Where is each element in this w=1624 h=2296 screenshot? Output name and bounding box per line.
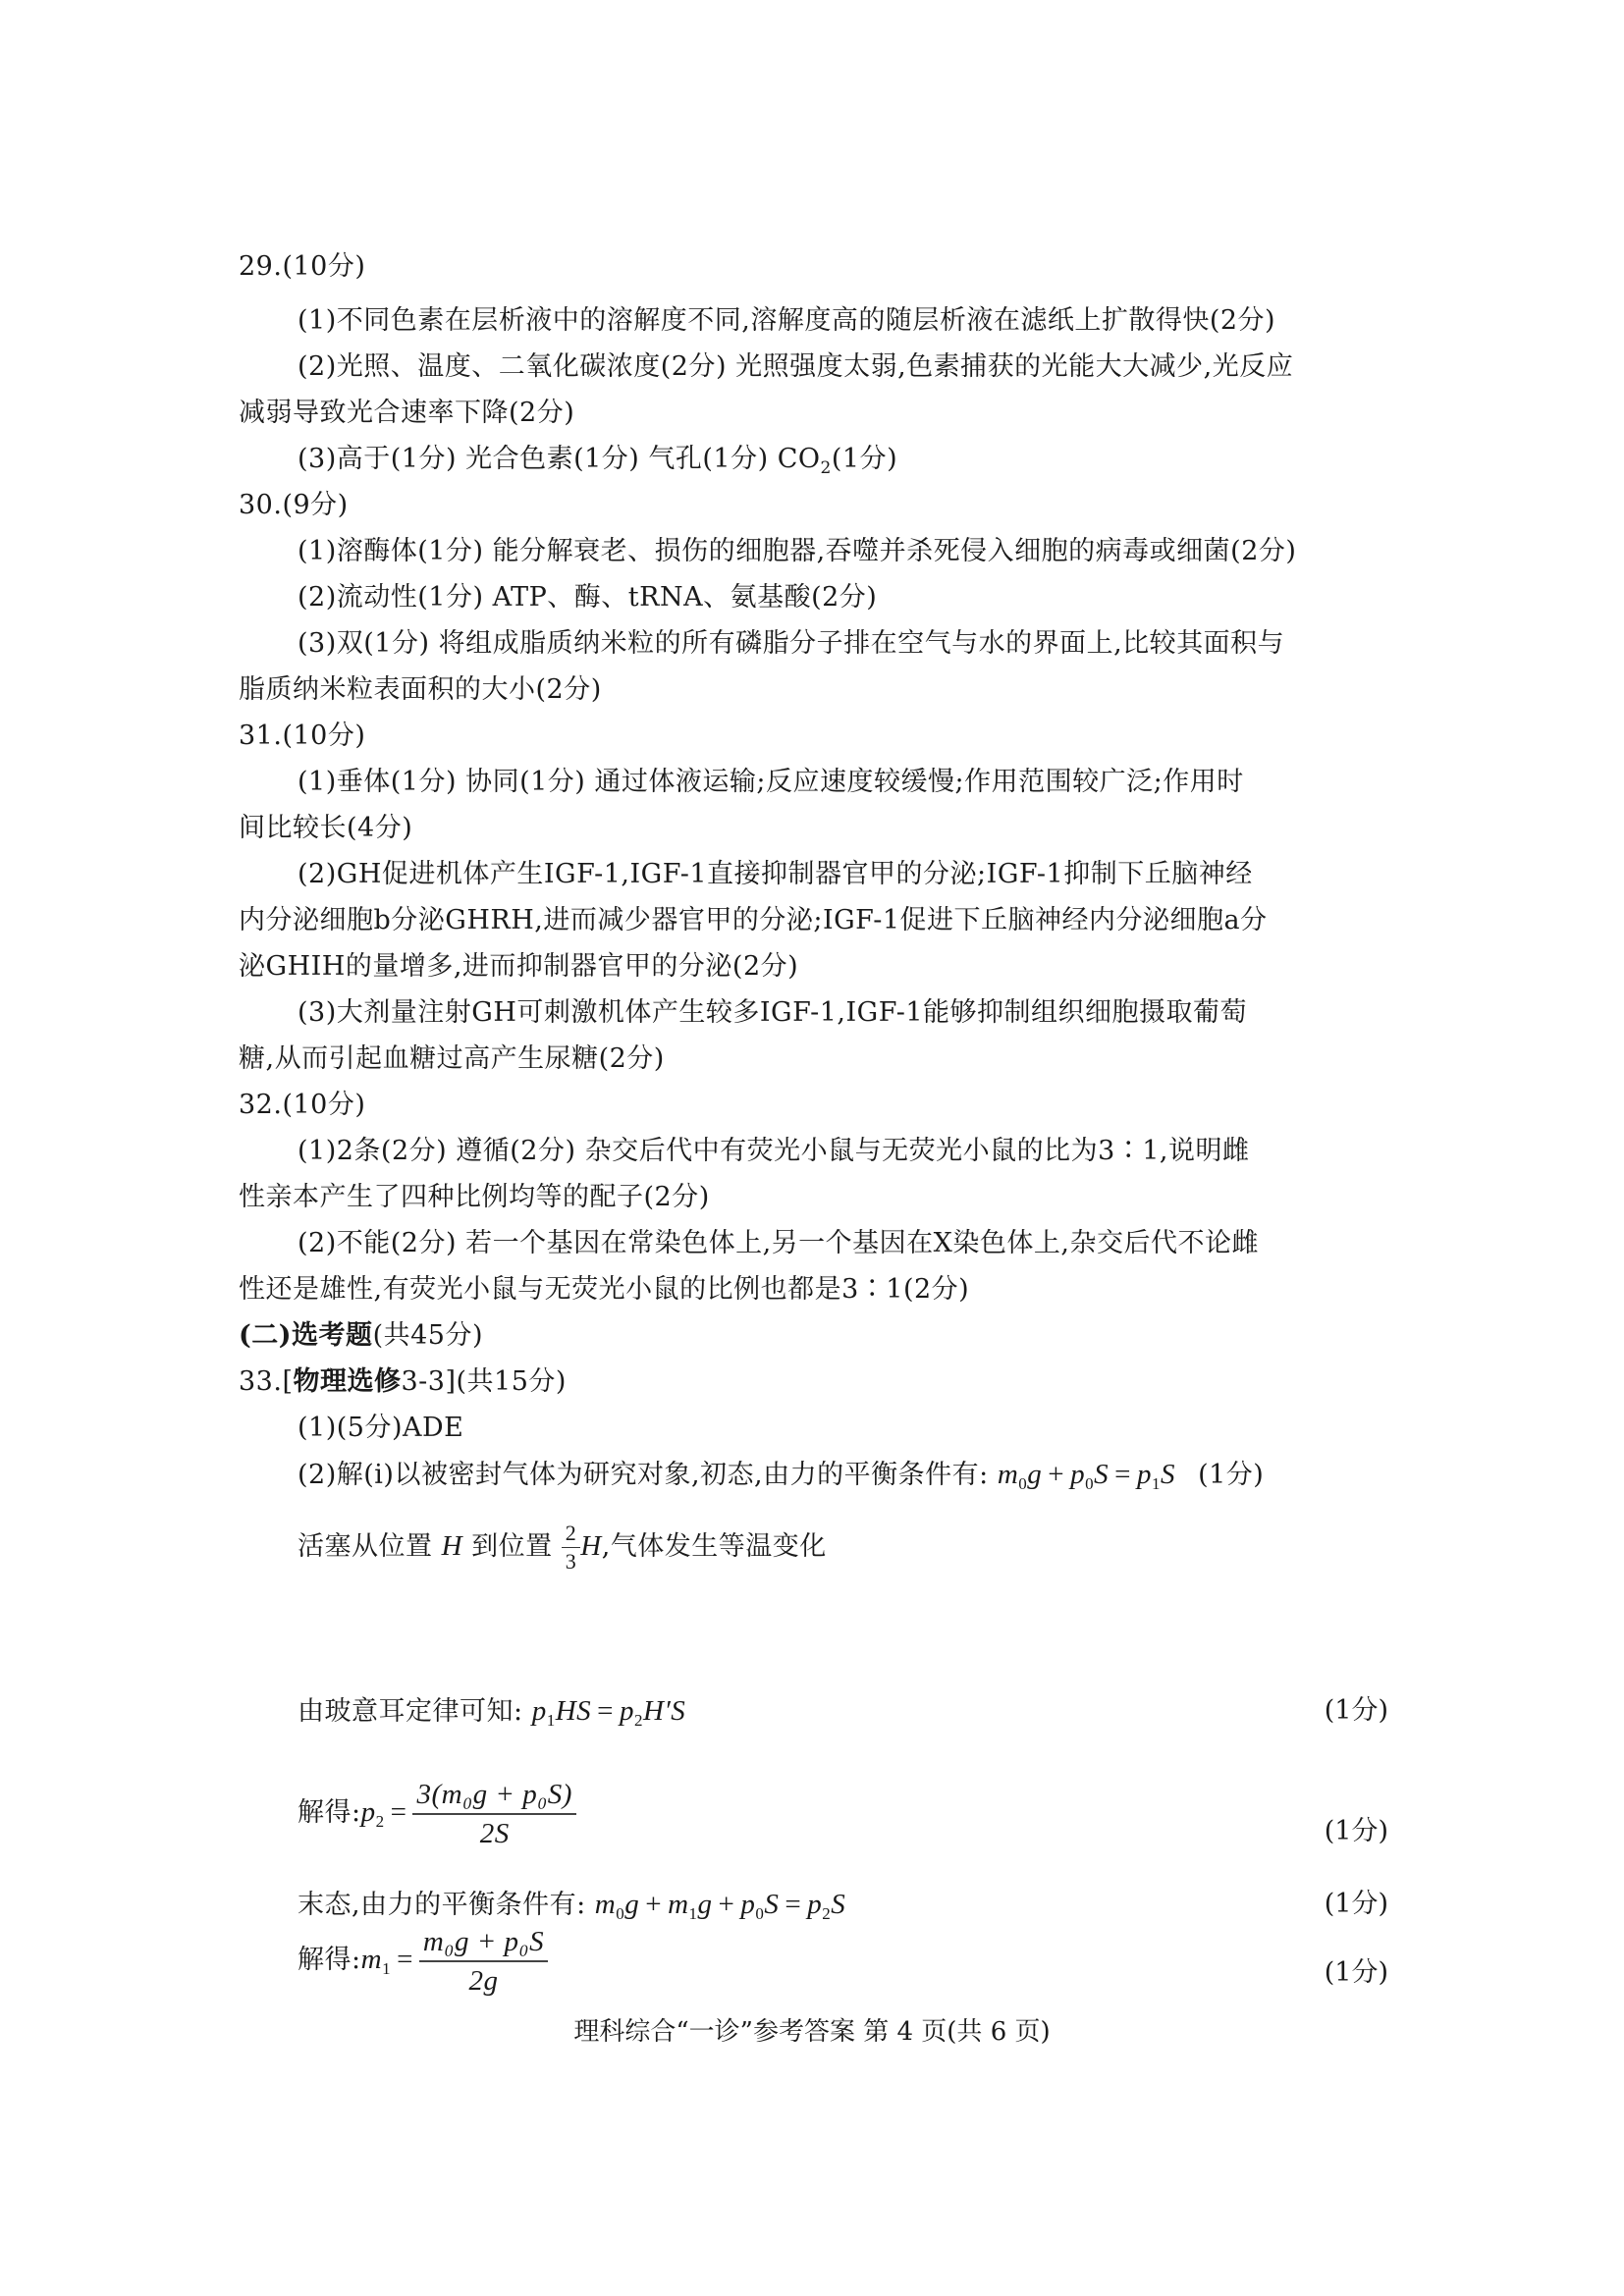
q33-subject: 物理选修: [293, 1366, 402, 1397]
equation-boyle: $p_1HS = p_2H'S$: [531, 1695, 686, 1730]
var-H: H: [441, 1530, 463, 1562]
piston-text-c: ,气体发生等温变化: [601, 1531, 827, 1562]
q29-part3: [298, 442, 897, 486]
solve1-text: 解得:: [298, 1797, 361, 1828]
section2-header: [239, 1318, 483, 1354]
q33-boyle-line: [298, 1693, 685, 1738]
section2-points: (共45分): [372, 1320, 483, 1351]
score-solve-m1: (1分): [1324, 1957, 1388, 1988]
score-final-equilibrium: (1分): [1324, 1889, 1388, 1919]
q31-header: 31.(10分): [239, 721, 366, 751]
q30-header: 30.(9分): [239, 490, 349, 520]
equation-final-equilibrium: $m_0g + m_1g + p_0S = p_2S$: [594, 1889, 846, 1923]
page-footer: 理科综合“一诊”参考答案 第 4 页(共 6 页): [573, 2017, 1051, 2047]
piston-text-b: 到位置: [471, 1531, 553, 1562]
q33-part1: (1)(5分)ADE: [298, 1413, 464, 1443]
q33-number: 33.[: [239, 1366, 294, 1397]
q33-solve-m1-line: 解得$:m_1$ = $\frac{\text{m₀g + p₀S}}{2g}$: [298, 1922, 548, 2006]
q32-part2-line1: (2)不能(2分) 若一个基因在常染色体上,另一个基因在X染色体上,杂交后代不论雌: [298, 1228, 1259, 1258]
q30-part2: (2)流动性(1分) ATP、酶、tRNA、氨基酸(2分): [298, 582, 878, 613]
q32-part1-line1: (1)2条(2分) 遵循(2分) 杂交后代中有荧光小鼠与无荧光小鼠的比为3∶1,说明雌: [298, 1136, 1250, 1166]
q31-part1-line1: (1)垂体(1分) 协同(1分) 通过体液运输;反应速度较缓慢;作用范围较广泛;作用时: [298, 767, 1244, 797]
q31-part2-line3: 泌GHIH的量增多,进而抑制器官甲的分泌(2分): [239, 951, 799, 982]
q32-part1-line2: 性亲本产生了四种比例均等的配子(2分): [239, 1182, 710, 1212]
q31-part3-line1: (3)大剂量注射GH可刺激机体产生较多IGF-1,IGF-1能够抑制组织细胞摄取葡萄: [298, 997, 1248, 1028]
fraction-p2: $\frac{\text{3(m₀g + p₀S)}}{2S}$: [412, 1778, 576, 1850]
score-boyle: (1分): [1324, 1695, 1388, 1726]
q30-part3-line2: 脂质纳米粒表面积的大小(2分): [239, 674, 602, 705]
q29-header: 29.(10分): [239, 251, 366, 282]
q32-header: 32.(10分): [239, 1090, 366, 1120]
score-eq1: (1分): [1198, 1460, 1265, 1490]
q31-part2-line1: (2)GH促进机体产生IGF-1,IGF-1直接抑制器官甲的分泌;IGF-1抑制下丘脑神经: [298, 859, 1253, 889]
q29-part3-prefix: (3)高于(1分) 光合色素(1分) 气孔(1分) CO: [298, 444, 821, 474]
q32-part2-line2: 性还是雄性,有荧光小鼠与无荧光小鼠的比例也都是3∶1(2分): [239, 1274, 970, 1305]
equation-initial-equilibrium: $m_0g + p_0S = p_1S$: [997, 1459, 1175, 1493]
q30-part3-line1: (3)双(1分) 将组成脂质纳米粒的所有磷脂分子排在空气与水的界面上,比较其面积与: [298, 628, 1285, 659]
q33-header: [239, 1364, 567, 1400]
q31-part1-line2: 间比较长(4分): [239, 813, 413, 843]
q29-part3-subscript: 2: [820, 458, 832, 478]
boyle-text: 由玻意耳定律可知:: [298, 1696, 523, 1727]
q33-part2-text: (2)解(i)以被密封气体为研究对象,初态,由力的平衡条件有:: [298, 1460, 989, 1490]
q33-solve-p2-line: 解得$:p_2$ = $\frac{\text{3(m₀g + p₀S)}}{2S}$: [298, 1775, 576, 1859]
q33-points: 3-3](共15分): [401, 1366, 567, 1397]
q30-part1: (1)溶酶体(1分) 能分解衰老、损伤的细胞器,吞噬并杀死侵入细胞的病毒或细菌(2分): [298, 536, 1297, 566]
piston-text-a: 活塞从位置: [298, 1531, 433, 1562]
q33-part2-eq1: [298, 1457, 1264, 1502]
section2-title: (二)选考题: [239, 1320, 373, 1351]
q29-part2-line2: 减弱导致光合速率下降(2分): [239, 398, 575, 428]
final-text: 末态,由力的平衡条件有:: [298, 1890, 586, 1920]
fraction-two-thirds: $\frac{2}{3}$: [562, 1522, 581, 1574]
q31-part3-line2: 糖,从而引起血糖过高产生尿糖(2分): [239, 1043, 665, 1074]
q31-part2-line2: 内分泌细胞b分泌GHRH,进而减少器官甲的分泌;IGF-1促进下丘脑神经内分泌细胞a分: [239, 905, 1268, 935]
fraction-m1: $\frac{\text{m₀g + p₀S}}{2g}$: [419, 1925, 548, 1998]
q29-part2-line1: (2)光照、温度、二氧化碳浓度(2分) 光照强度太弱,色素捕获的光能大大减少,光反应: [298, 351, 1294, 382]
score-solve-p2: (1分): [1324, 1816, 1388, 1846]
q29-part1: (1)不同色素在层析液中的溶解度不同,溶解度高的随层析液在滤纸上扩散得快(2分): [298, 305, 1276, 336]
q29-part3-suffix: (1分): [831, 444, 898, 474]
solve2-text: 解得:: [298, 1945, 361, 1975]
q33-piston-line: 活塞从位置 H 到位置 $\frac{2}{3}$ H,气体发生等温变化: [298, 1521, 827, 1574]
